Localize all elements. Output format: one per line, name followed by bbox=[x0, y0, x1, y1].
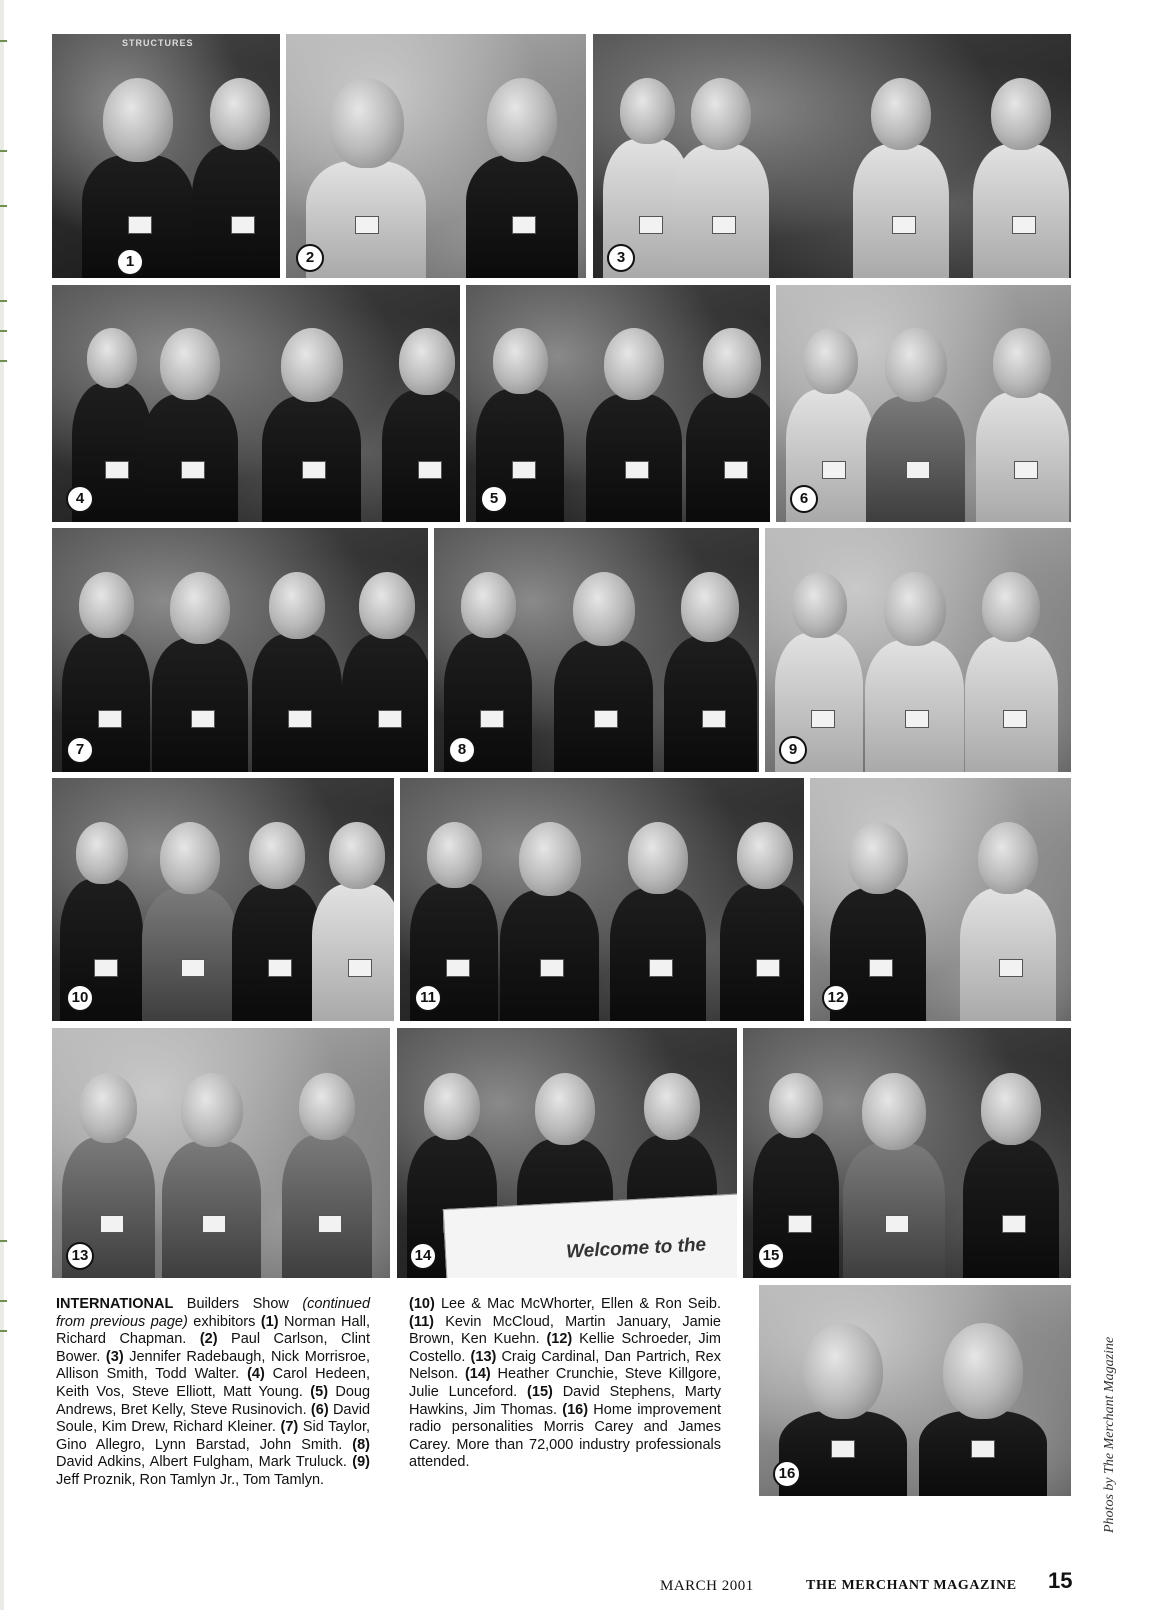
caption-entry-text: Kellie Schroeder, Jim Costello. bbox=[409, 1331, 721, 1365]
person-head bbox=[249, 822, 305, 889]
person-figure bbox=[586, 328, 682, 522]
caption-entry-text: Heather Crunchie, Steve Killgore, Julie Lunceford. bbox=[409, 1366, 721, 1400]
name-badge bbox=[822, 461, 846, 479]
person-torso bbox=[865, 640, 964, 772]
person-figure bbox=[500, 822, 599, 1021]
person-figure bbox=[554, 572, 653, 772]
person-figure bbox=[142, 822, 238, 1021]
person-head bbox=[160, 822, 220, 894]
caption-entry-text: Kevin McCloud, Martin January, Jamie Brown, Ken Kuehn. bbox=[409, 1313, 721, 1348]
person-torso bbox=[252, 634, 342, 772]
person-head bbox=[76, 822, 128, 884]
person-head bbox=[982, 572, 1040, 642]
name-badge bbox=[105, 461, 129, 479]
person-figure bbox=[610, 822, 706, 1021]
photo-1 bbox=[52, 34, 280, 278]
person-figure bbox=[342, 572, 428, 772]
name-badge bbox=[418, 461, 442, 479]
person-torso bbox=[853, 144, 949, 278]
caption-intro: Builders Show bbox=[186, 1296, 289, 1312]
person-head bbox=[769, 1073, 823, 1138]
person-figure bbox=[312, 822, 394, 1021]
caption-entry-number: (15) bbox=[527, 1383, 563, 1400]
footer-date: MARCH 2001 bbox=[660, 1578, 754, 1594]
welcome-banner-text: Welcome to the bbox=[565, 1234, 707, 1263]
person-torso bbox=[965, 636, 1058, 772]
caption-entry-text: Paul Carlson, Clint Bower. bbox=[56, 1331, 371, 1365]
caption-entry-number: (1) bbox=[260, 1313, 284, 1330]
name-badge bbox=[128, 216, 152, 234]
photo-4 bbox=[52, 285, 460, 522]
caption-entry-text: David Stephens, Marty Hawkins, Jim Thomas. bbox=[409, 1383, 721, 1418]
caption-entry-number: (4) bbox=[247, 1366, 273, 1383]
name-badge bbox=[318, 1215, 342, 1233]
photo-5 bbox=[466, 285, 770, 522]
person-head bbox=[281, 328, 343, 402]
person-figure bbox=[192, 78, 280, 278]
edge-tick bbox=[0, 1300, 7, 1302]
caption-entry-text: Jennifer Radebaugh, Nick Morrisroe, Allison Smith, Todd Walter. bbox=[56, 1348, 370, 1383]
person-figure bbox=[865, 572, 964, 772]
footer-publication: THE MERCHANT MAGAZINE bbox=[806, 1578, 1017, 1593]
person-head bbox=[269, 572, 325, 639]
photo-12 bbox=[810, 778, 1071, 1021]
person-torso bbox=[262, 396, 361, 522]
person-torso bbox=[152, 638, 248, 772]
person-head bbox=[299, 1073, 355, 1140]
photo-13 bbox=[52, 1028, 390, 1278]
person-torso bbox=[554, 640, 653, 772]
photo-16 bbox=[759, 1285, 1071, 1496]
photo-number-badge: 11 bbox=[414, 984, 442, 1012]
name-badge bbox=[639, 216, 663, 234]
person-torso bbox=[586, 394, 682, 522]
person-figure bbox=[919, 1323, 1047, 1496]
page-edge-strip bbox=[0, 0, 4, 1610]
caption-entry-number: (13) bbox=[470, 1348, 502, 1365]
person-head bbox=[519, 822, 581, 896]
person-figure bbox=[306, 78, 426, 278]
person-figure bbox=[853, 78, 949, 278]
person-head bbox=[329, 822, 385, 889]
person-head bbox=[884, 572, 946, 646]
edge-tick bbox=[0, 150, 7, 152]
name-badge bbox=[1014, 461, 1038, 479]
person-head bbox=[691, 78, 751, 150]
person-head bbox=[792, 572, 847, 638]
name-badge bbox=[1002, 1215, 1026, 1233]
person-figure bbox=[142, 328, 238, 522]
caption-entry-number: (5) bbox=[310, 1383, 336, 1400]
name-badge bbox=[512, 216, 536, 234]
person-torso bbox=[664, 636, 757, 772]
caption-entry-text: Craig Cardinal, Dan Partrich, Rex Nelson. bbox=[409, 1348, 721, 1383]
name-badge bbox=[1012, 216, 1036, 234]
person-head bbox=[181, 1073, 243, 1147]
photo-number-badge: 5 bbox=[480, 485, 508, 513]
photo-number-badge: 10 bbox=[66, 984, 94, 1012]
caption-entry-text: Doug Andrews, Bret Kelly, Steve Rusinovich. bbox=[56, 1383, 371, 1418]
caption-note: (continued from previous page) bbox=[56, 1296, 371, 1330]
person-head bbox=[493, 328, 548, 394]
person-figure bbox=[963, 1073, 1059, 1278]
person-figure bbox=[232, 822, 322, 1021]
person-head bbox=[535, 1073, 595, 1145]
name-badge bbox=[971, 1440, 995, 1458]
person-head bbox=[848, 822, 908, 894]
photo-10 bbox=[52, 778, 394, 1021]
edge-tick bbox=[0, 1240, 7, 1242]
caption-entry-text: Sid Taylor, Gino Allegro, Lynn Barstad, John Smith. bbox=[56, 1419, 371, 1453]
caption-entry-text: Lee & Mac McWhorter, Ellen & Ron Seib. bbox=[440, 1296, 721, 1312]
person-figure bbox=[960, 822, 1056, 1021]
name-badge bbox=[231, 216, 255, 234]
photo-number-badge: 6 bbox=[790, 485, 818, 513]
person-head bbox=[703, 328, 761, 398]
caption-entry-text: Carol Hedeen, Keith Vos, Steve Elliott, Matt Young. bbox=[56, 1366, 370, 1400]
caption-entry-number: (11) bbox=[409, 1313, 446, 1330]
person-figure bbox=[382, 328, 460, 522]
caption-entry-number: (16) bbox=[562, 1401, 594, 1418]
name-badge bbox=[892, 216, 916, 234]
person-torso bbox=[342, 634, 428, 772]
person-figure bbox=[162, 1073, 261, 1278]
caption-entry-number: (7) bbox=[280, 1419, 303, 1436]
name-badge bbox=[831, 1440, 855, 1458]
name-badge bbox=[702, 710, 726, 728]
name-badge bbox=[811, 710, 835, 728]
person-head bbox=[359, 572, 415, 639]
name-badge bbox=[869, 959, 893, 977]
person-torso bbox=[382, 390, 460, 522]
person-head bbox=[991, 78, 1051, 150]
person-figure bbox=[843, 1073, 945, 1278]
person-torso bbox=[142, 394, 238, 522]
photo-3 bbox=[593, 34, 1071, 278]
person-head bbox=[943, 1323, 1023, 1419]
edge-tick bbox=[0, 1330, 7, 1332]
name-badge bbox=[191, 710, 215, 728]
photo-credit: Photos by The Merchant Magazine bbox=[1102, 1336, 1117, 1533]
caption-entry-number: (3) bbox=[105, 1348, 130, 1365]
caption-entry-text: Home improvement radio personalities Morris Carey and James Carey. More than 72,000 industry professionals attended. bbox=[409, 1401, 722, 1471]
person-head bbox=[862, 1073, 926, 1150]
photo-number-badge: 13 bbox=[66, 1242, 94, 1270]
person-head bbox=[644, 1073, 700, 1140]
photo-number-badge: 7 bbox=[66, 736, 94, 764]
person-figure bbox=[973, 78, 1069, 278]
person-figure bbox=[965, 572, 1058, 772]
caption-entry bbox=[409, 1296, 721, 1312]
name-badge bbox=[181, 461, 205, 479]
person-torso bbox=[963, 1139, 1059, 1278]
caption-entry-text: Jeff Proznik, Ron Tamlyn Jr., Tom Tamlyn. bbox=[56, 1471, 325, 1488]
person-head bbox=[871, 78, 931, 150]
person-figure bbox=[252, 572, 342, 772]
person-figure bbox=[664, 572, 757, 772]
photo-14 bbox=[397, 1028, 737, 1278]
name-badge bbox=[1003, 710, 1027, 728]
person-torso bbox=[192, 144, 280, 278]
person-figure bbox=[720, 822, 804, 1021]
name-badge bbox=[98, 710, 122, 728]
person-figure bbox=[976, 328, 1069, 522]
caption-entry-number: (10) bbox=[409, 1296, 441, 1312]
person-torso bbox=[162, 1141, 261, 1278]
person-torso bbox=[960, 888, 1056, 1021]
photo-number-badge: 12 bbox=[822, 984, 850, 1012]
name-badge bbox=[302, 461, 326, 479]
photo-number-badge: 16 bbox=[773, 1460, 801, 1488]
person-torso bbox=[282, 1135, 372, 1278]
person-torso bbox=[976, 392, 1069, 522]
person-torso bbox=[686, 392, 770, 522]
person-torso bbox=[673, 144, 769, 278]
person-torso bbox=[500, 890, 599, 1021]
footer-page-number: 15 bbox=[1048, 1568, 1073, 1593]
edge-tick bbox=[0, 360, 7, 362]
name-badge bbox=[712, 216, 736, 234]
photo-number-badge: 4 bbox=[66, 485, 94, 513]
edge-tick bbox=[0, 330, 7, 332]
photo-9 bbox=[765, 528, 1071, 772]
person-torso bbox=[720, 884, 804, 1021]
photo-number-badge: 8 bbox=[448, 736, 476, 764]
person-head bbox=[79, 1073, 137, 1143]
name-badge bbox=[625, 461, 649, 479]
person-head bbox=[628, 822, 688, 894]
name-badge bbox=[202, 1215, 226, 1233]
person-head bbox=[803, 328, 858, 394]
caption-entry-text: David Soule, Kim Drew, Richard Kleiner. bbox=[56, 1401, 371, 1436]
person-torso bbox=[843, 1143, 945, 1278]
photo-15 bbox=[743, 1028, 1071, 1278]
caption-entry-number: (2) bbox=[199, 1331, 232, 1348]
name-badge bbox=[268, 959, 292, 977]
name-badge bbox=[724, 461, 748, 479]
name-badge bbox=[885, 1215, 909, 1233]
photo-number-badge: 2 bbox=[296, 244, 324, 272]
caption-entry-number: (6) bbox=[310, 1401, 333, 1418]
booth-sign-text: STRUCTURES bbox=[122, 38, 194, 48]
person-head bbox=[427, 822, 482, 888]
person-torso bbox=[973, 144, 1069, 278]
person-head bbox=[487, 78, 557, 162]
caption-entry-number: (8) bbox=[352, 1436, 371, 1453]
person-torso bbox=[866, 396, 965, 522]
person-head bbox=[424, 1073, 480, 1140]
caption-word-exhibitors: exhibitors bbox=[193, 1313, 256, 1330]
photo-number-badge: 3 bbox=[607, 244, 635, 272]
person-head bbox=[170, 572, 230, 644]
person-figure bbox=[866, 328, 965, 522]
person-head bbox=[803, 1323, 883, 1419]
name-badge bbox=[906, 461, 930, 479]
photo-2 bbox=[286, 34, 586, 278]
name-badge bbox=[905, 710, 929, 728]
edge-tick bbox=[0, 40, 7, 42]
name-badge bbox=[999, 959, 1023, 977]
person-head bbox=[87, 328, 137, 388]
person-head bbox=[399, 328, 455, 395]
person-figure bbox=[466, 78, 578, 278]
person-head bbox=[978, 822, 1038, 894]
photo-number-badge: 14 bbox=[409, 1242, 437, 1270]
caption-entry-number: (9) bbox=[352, 1454, 370, 1471]
name-badge bbox=[100, 1215, 124, 1233]
person-head bbox=[160, 328, 220, 400]
person-head bbox=[737, 822, 793, 889]
photo-8 bbox=[434, 528, 759, 772]
photo-6 bbox=[776, 285, 1071, 522]
name-badge bbox=[378, 710, 402, 728]
caption-column-right bbox=[409, 1296, 721, 1472]
person-head bbox=[329, 78, 404, 168]
caption-entry-text: Norman Hall, Richard Chapman. bbox=[56, 1313, 371, 1348]
name-badge bbox=[594, 710, 618, 728]
name-badge bbox=[446, 959, 470, 977]
person-head bbox=[993, 328, 1051, 398]
person-head bbox=[79, 572, 134, 638]
name-badge bbox=[181, 959, 205, 977]
person-figure bbox=[82, 78, 194, 278]
photo-number-badge: 1 bbox=[116, 248, 144, 276]
name-badge bbox=[94, 959, 118, 977]
person-torso bbox=[610, 888, 706, 1021]
caption-entry-number: (14) bbox=[464, 1366, 498, 1383]
photo-11 bbox=[400, 778, 804, 1021]
person-torso bbox=[232, 884, 322, 1021]
edge-tick bbox=[0, 300, 7, 302]
caption-column-left bbox=[56, 1296, 370, 1490]
name-badge bbox=[288, 710, 312, 728]
person-head bbox=[885, 328, 947, 402]
name-badge bbox=[348, 959, 372, 977]
name-badge bbox=[756, 959, 780, 977]
photo-number-badge: 15 bbox=[757, 1242, 785, 1270]
person-head bbox=[573, 572, 635, 646]
person-head bbox=[103, 78, 173, 162]
person-figure bbox=[686, 328, 770, 522]
caption-entry-text: David Adkins, Albert Fulgham, Mark Truluck. bbox=[56, 1454, 347, 1471]
name-badge bbox=[512, 461, 536, 479]
person-figure bbox=[262, 328, 361, 522]
person-head bbox=[210, 78, 270, 150]
person-head bbox=[461, 572, 516, 638]
person-figure bbox=[282, 1073, 372, 1278]
person-figure bbox=[673, 78, 769, 278]
name-badge bbox=[355, 216, 379, 234]
photo-7 bbox=[52, 528, 428, 772]
person-head bbox=[681, 572, 739, 642]
caption-entry-number: (12) bbox=[546, 1331, 580, 1348]
name-badge bbox=[649, 959, 673, 977]
person-head bbox=[604, 328, 664, 400]
person-head bbox=[981, 1073, 1041, 1145]
name-badge bbox=[480, 710, 504, 728]
person-torso bbox=[312, 884, 394, 1021]
photo-number-badge: 9 bbox=[779, 736, 807, 764]
person-head bbox=[620, 78, 675, 144]
edge-tick bbox=[0, 205, 7, 207]
person-figure bbox=[152, 572, 248, 772]
name-badge bbox=[788, 1215, 812, 1233]
caption-lead: INTERNATIONAL bbox=[56, 1296, 174, 1312]
person-torso bbox=[142, 888, 238, 1021]
name-badge bbox=[540, 959, 564, 977]
